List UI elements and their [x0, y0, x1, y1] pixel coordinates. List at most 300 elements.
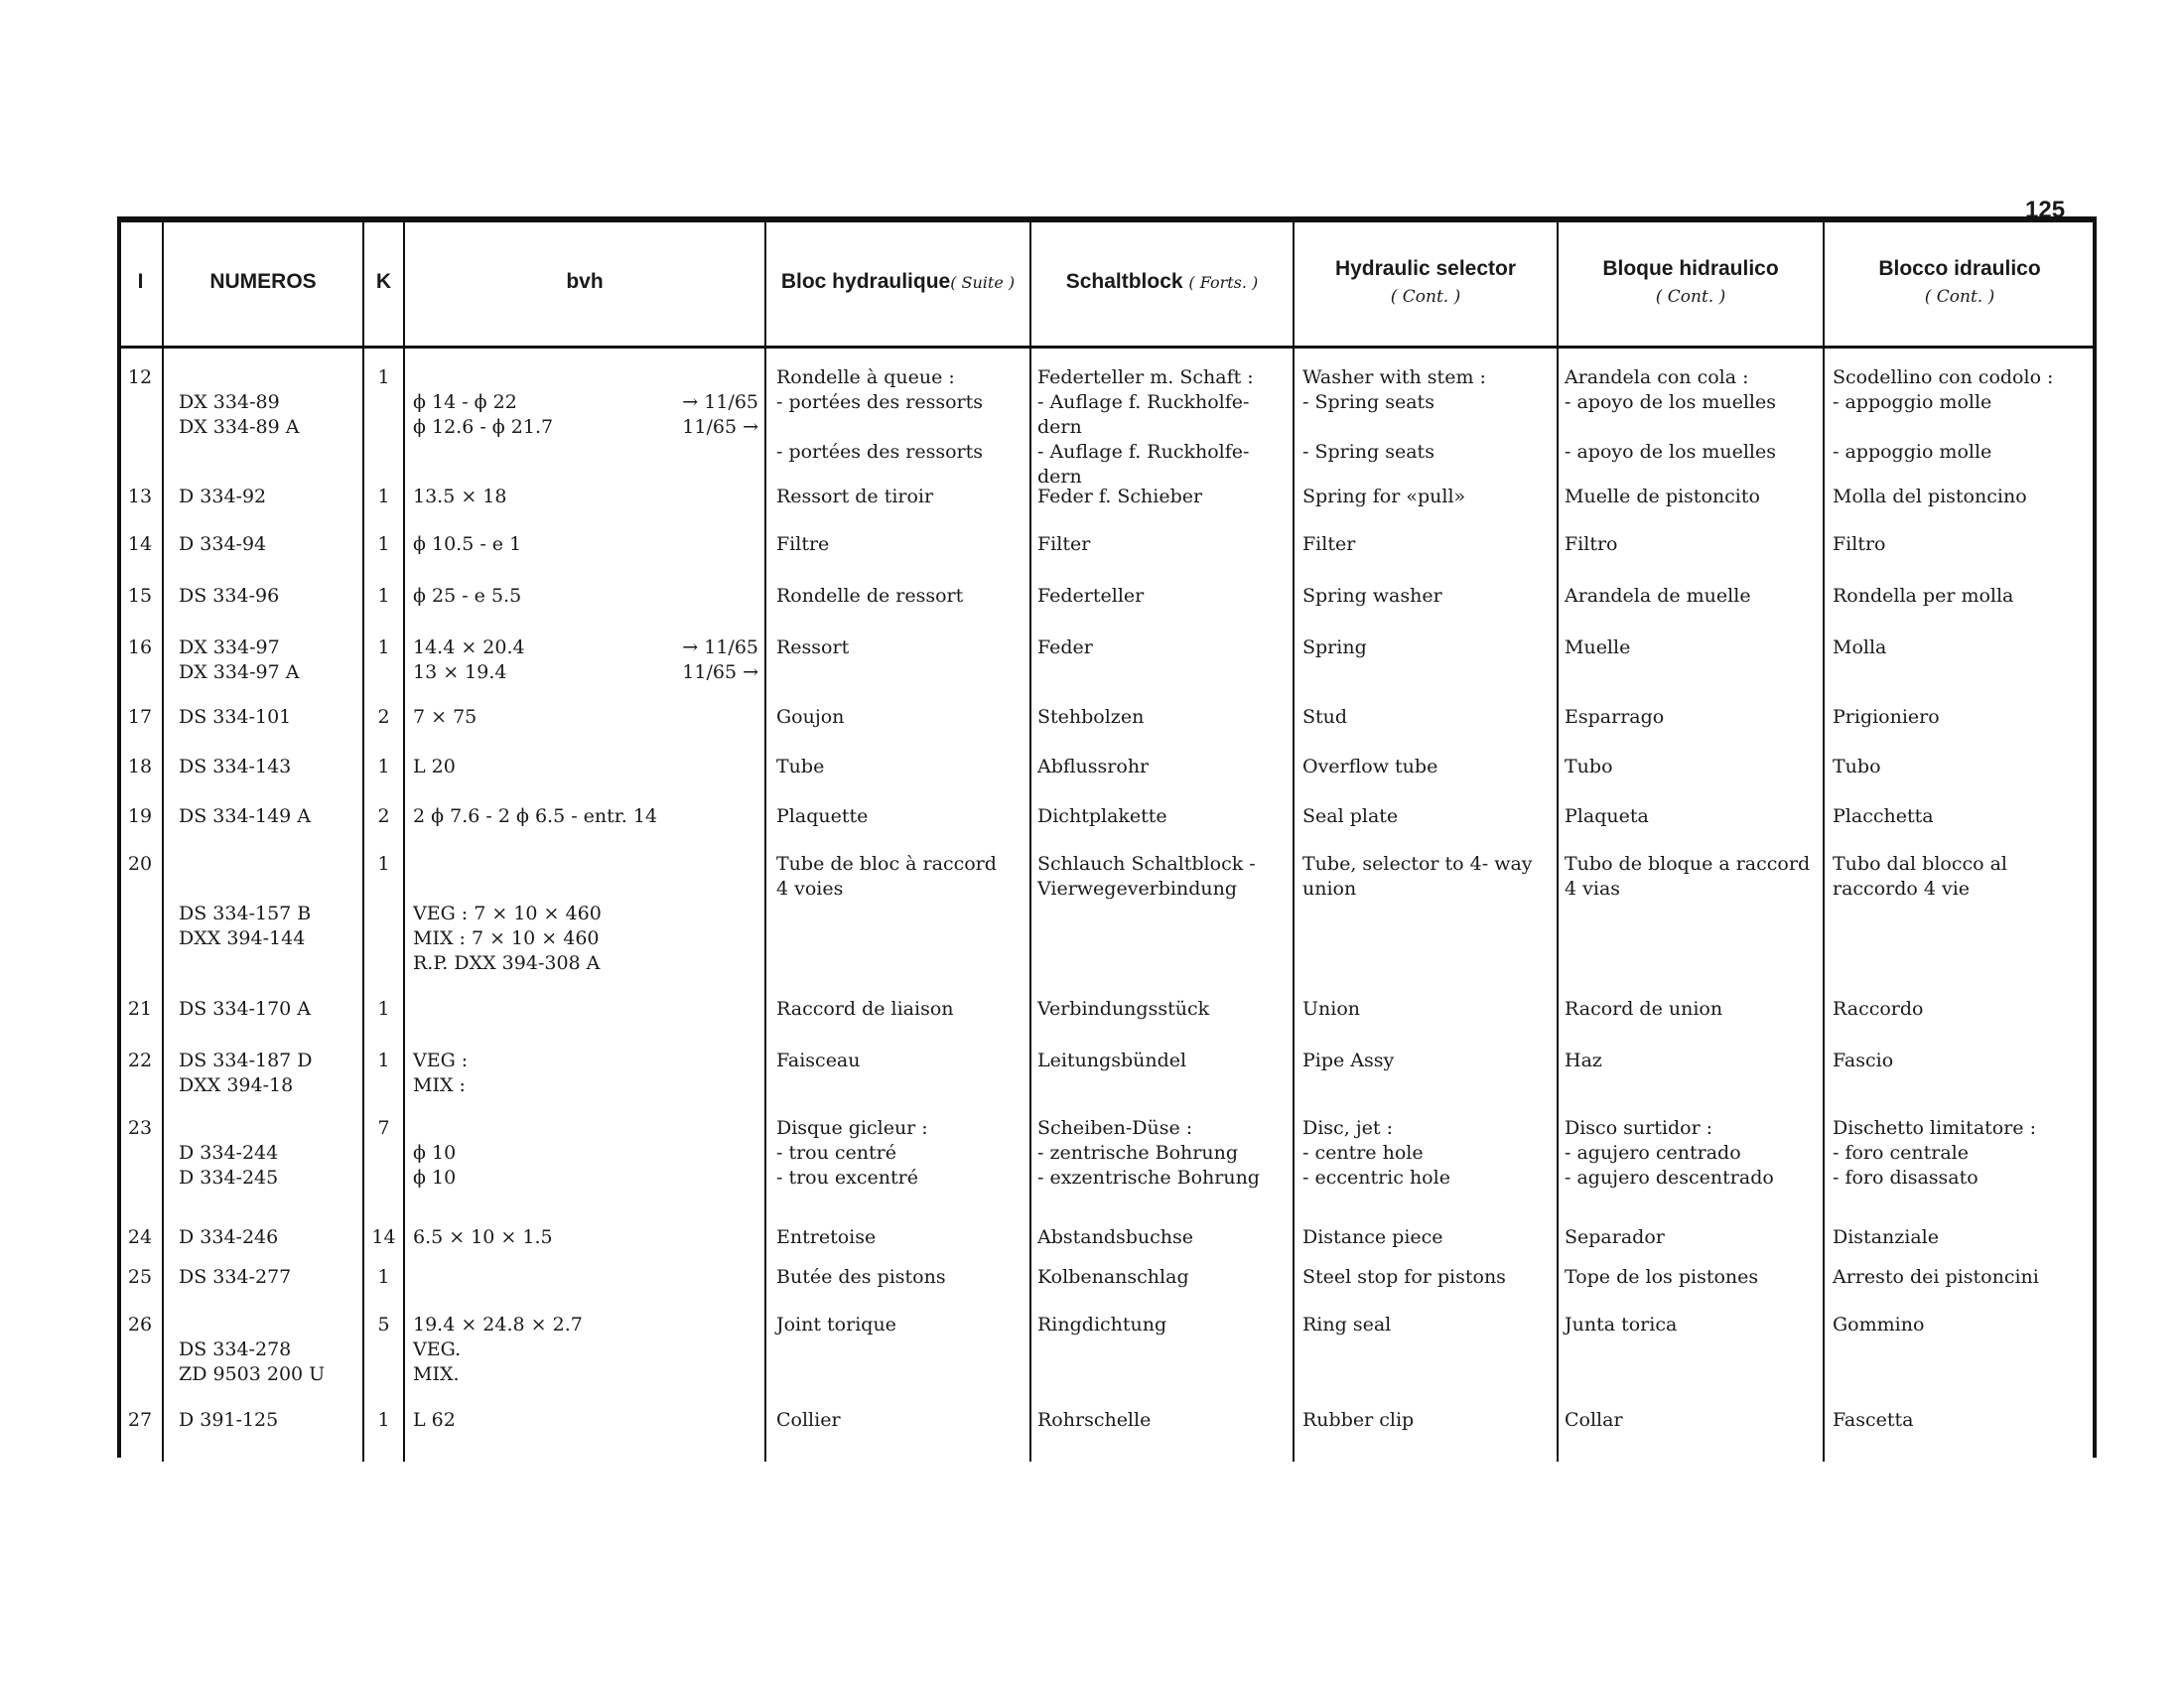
- cell-line: MIX : 7 × 10 × 460: [413, 927, 600, 949]
- cell-line: Union: [1302, 998, 1361, 1020]
- cell-i: [121, 1116, 159, 1141]
- header-bvh: bvh: [566, 270, 604, 293]
- cell-line: 14: [127, 533, 153, 555]
- cell-line: → 11/65: [682, 391, 758, 413]
- cell-es: [1565, 1408, 1821, 1433]
- cell-line: DS 334-149 A: [179, 805, 311, 827]
- cell-line: [179, 877, 357, 902]
- cell-numeros: [179, 1265, 357, 1290]
- cell-line: - agujero descentrado: [1565, 1167, 1774, 1189]
- cell-line: Dichtplakette: [1037, 805, 1167, 827]
- cell-fr: [776, 997, 1026, 1022]
- cell-line: - Spring seats: [1302, 391, 1434, 413]
- cell-line: 1: [377, 756, 390, 777]
- cell-line: Racord de union: [1565, 998, 1723, 1020]
- cell-line: Spring washer: [1302, 585, 1442, 607]
- cell-line: Distance piece: [1302, 1226, 1443, 1248]
- cell-es: [1565, 584, 1821, 609]
- cell-line: DX 334-89 A: [179, 416, 300, 438]
- cell-line: 7: [377, 1117, 390, 1139]
- cell-i: [121, 1225, 159, 1250]
- cell-line: Filter: [1302, 533, 1356, 555]
- cell-line: DX 334-97: [179, 636, 280, 658]
- cell-it: [1833, 997, 2093, 1022]
- cell-line: [1565, 415, 1821, 440]
- cell-k: [364, 1313, 403, 1337]
- cell-line: DS 334-96: [179, 585, 280, 607]
- cell-line: DXX 394-144: [179, 927, 306, 949]
- cell-it: [1833, 1408, 2093, 1433]
- cell-i: [121, 485, 159, 509]
- cell-line: 1: [377, 533, 390, 555]
- cell-line: 19: [127, 805, 153, 827]
- cell-line: Esparrago: [1565, 706, 1665, 728]
- cell-it: [1833, 852, 2093, 902]
- cell-de: [1037, 485, 1290, 509]
- cell-en: [1302, 852, 1555, 902]
- cell-note: [635, 365, 758, 440]
- cell-line: Scodellino con codolo :: [1833, 366, 2054, 388]
- cell-de: [1037, 804, 1290, 829]
- cell-fr: [776, 1408, 1026, 1433]
- cell-numeros: [179, 532, 357, 557]
- cell-line: Vierwegeverbindung: [1037, 878, 1238, 900]
- cell-line: ϕ 25 - e 5.5: [413, 585, 522, 607]
- cell-es: [1565, 804, 1821, 829]
- header-bloque-hidraulico: Bloque hidraulico ( Cont. ): [1602, 257, 1779, 307]
- cell-de: [1037, 852, 1290, 902]
- cell-es: [1565, 755, 1821, 779]
- cell-line: L 62: [413, 1409, 456, 1431]
- cell-line: D 334-246: [179, 1226, 279, 1248]
- cell-k: [364, 1225, 403, 1250]
- cell-line: Collar: [1565, 1409, 1623, 1431]
- cell-line: 13: [127, 486, 153, 507]
- cell-line: ϕ 10: [413, 1142, 457, 1164]
- cell-line: Tube: [776, 756, 825, 777]
- cell-fr: [776, 755, 1026, 779]
- cell-numeros: [179, 804, 357, 829]
- cell-line: Rubber clip: [1302, 1409, 1415, 1431]
- cell-line: Raccord de liaison: [776, 998, 954, 1020]
- cell-line: dern: [1037, 466, 1082, 488]
- cell-line: Pipe Assy: [1302, 1050, 1395, 1071]
- column-divider: [1293, 220, 1295, 1462]
- cell-bvh: [413, 635, 641, 685]
- header-bloc-hydraulique: Bloc hydraulique ( Suite ): [780, 270, 1016, 293]
- cell-line: Federteller: [1037, 585, 1145, 607]
- cell-line: Spring for «pull»: [1302, 486, 1466, 507]
- cell-line: - Auflage f. Ruckholfe-: [1037, 391, 1250, 413]
- cell-bvh: [413, 485, 641, 509]
- cell-line: - exzentrische Bohrung: [1037, 1167, 1260, 1189]
- cell-bvh: [413, 1116, 641, 1191]
- cell-line: - portées des ressorts: [776, 441, 983, 463]
- cell-de: [1037, 635, 1290, 660]
- cell-it: [1833, 804, 2093, 829]
- cell-line: Tope de los pistones: [1565, 1266, 1759, 1288]
- cell-it: [1833, 1116, 2093, 1191]
- cell-line: Feder: [1037, 636, 1093, 658]
- cell-de: [1037, 1313, 1290, 1337]
- cell-numeros: [179, 1408, 357, 1433]
- cell-line: 1: [377, 998, 390, 1020]
- cell-line: Abstandsbuchse: [1037, 1226, 1194, 1248]
- cell-line: 1: [377, 1409, 390, 1431]
- cell-line: L 20: [413, 756, 456, 777]
- cell-bvh: [413, 1408, 641, 1433]
- cell-line: 21: [127, 998, 153, 1020]
- cell-bvh: [413, 365, 641, 440]
- cell-line: ϕ 14 - ϕ 22: [413, 391, 517, 413]
- cell-k: [364, 635, 403, 660]
- cell-line: D 334-244: [179, 1142, 279, 1164]
- cell-en: [1302, 532, 1555, 557]
- cell-numeros: [179, 584, 357, 609]
- cell-k: [364, 584, 403, 609]
- cell-line: Joint torique: [776, 1314, 896, 1336]
- cell-line: Disque gicleur :: [776, 1117, 928, 1139]
- cell-numeros: [179, 755, 357, 779]
- cell-numeros: [179, 365, 357, 440]
- cell-line: 15: [127, 585, 153, 607]
- cell-line: Entretoise: [776, 1226, 877, 1248]
- cell-line: ϕ 10.5 - e 1: [413, 533, 522, 555]
- cell-de: [1037, 1225, 1290, 1250]
- cell-line: 7 × 75: [413, 706, 478, 728]
- cell-de: [1037, 365, 1290, 490]
- cell-i: [121, 365, 159, 390]
- cell-it: [1833, 635, 2093, 660]
- cell-line: Muelle: [1565, 636, 1631, 658]
- cell-line: ϕ 10: [413, 1167, 457, 1189]
- cell-k: [364, 485, 403, 509]
- cell-line: Collier: [776, 1409, 841, 1431]
- cell-line: 27: [127, 1409, 153, 1431]
- page-number: 125: [2025, 197, 2066, 223]
- cell-k: [364, 1116, 403, 1141]
- cell-line: 2 ϕ 7.6 - 2 ϕ 6.5 - entr. 14: [413, 805, 658, 827]
- cell-en: [1302, 485, 1555, 509]
- cell-line: - trou excentré: [776, 1167, 918, 1189]
- cell-line: Filter: [1037, 533, 1091, 555]
- cell-it: [1833, 755, 2093, 779]
- cell-line: - Spring seats: [1302, 441, 1434, 463]
- cell-bvh: [413, 1225, 641, 1250]
- cell-line: Tubo de bloque a raccord: [1565, 853, 1811, 875]
- cell-line: Verbindungsstück: [1037, 998, 1210, 1020]
- cell-es: [1565, 1313, 1821, 1337]
- cell-fr: [776, 852, 1026, 902]
- cell-line: [635, 365, 758, 390]
- cell-line: Arresto dei pistoncini: [1833, 1266, 2039, 1288]
- cell-line: ϕ 12.6 - ϕ 21.7: [413, 416, 554, 438]
- cell-line: Separador: [1565, 1226, 1665, 1248]
- cell-i: [121, 1313, 159, 1337]
- cell-line: 2: [377, 805, 390, 827]
- cell-it: [1833, 1049, 2093, 1073]
- cell-en: [1302, 755, 1555, 779]
- cell-es: [1565, 1116, 1821, 1191]
- cell-fr: [776, 532, 1026, 557]
- cell-line: [413, 1116, 641, 1141]
- cell-line: Federteller m. Schaft :: [1037, 366, 1254, 388]
- cell-line: Dischetto limitatore :: [1833, 1117, 2036, 1139]
- cell-en: [1302, 1225, 1555, 1250]
- cell-line: [776, 415, 1026, 440]
- cell-line: DS 334-277: [179, 1266, 292, 1288]
- cell-line: Plaqueta: [1565, 805, 1649, 827]
- cell-line: → 11/65: [682, 636, 758, 658]
- cell-line: 1: [377, 853, 390, 875]
- header-hydraulic-selector: Hydraulic selector ( Cont. ): [1334, 257, 1517, 307]
- cell-line: [179, 365, 357, 390]
- cell-line: Ressort: [776, 636, 850, 658]
- cell-line: R.P. DXX 394-308 A: [413, 952, 601, 974]
- cell-it: [1833, 584, 2093, 609]
- cell-de: [1037, 997, 1290, 1022]
- cell-line: 1: [377, 1050, 390, 1071]
- cell-it: [1833, 532, 2093, 557]
- cell-line: - appoggio molle: [1833, 391, 1992, 413]
- cell-line: Stehbolzen: [1037, 706, 1145, 728]
- cell-line: [1833, 415, 2093, 440]
- cell-line: - zentrische Bohrung: [1037, 1142, 1239, 1164]
- cell-line: raccordo 4 vie: [1833, 878, 1971, 900]
- cell-i: [121, 705, 159, 730]
- cell-fr: [776, 705, 1026, 730]
- cell-line: 16: [127, 636, 153, 658]
- cell-es: [1565, 1049, 1821, 1073]
- cell-numeros: [179, 485, 357, 509]
- cell-line: 4 voies: [776, 878, 844, 900]
- cell-line: dern: [1037, 416, 1082, 438]
- cell-i: [121, 635, 159, 660]
- column-divider: [1029, 220, 1031, 1462]
- cell-line: Spring: [1302, 636, 1367, 658]
- cell-i: [121, 532, 159, 557]
- cell-line: 26: [127, 1314, 153, 1336]
- cell-bvh: [413, 1313, 641, 1387]
- cell-line: 19.4 × 24.8 × 2.7: [413, 1314, 583, 1336]
- cell-line: Rondelle à queue :: [776, 366, 955, 388]
- cell-line: Filtre: [776, 533, 830, 555]
- cell-numeros: [179, 705, 357, 730]
- cell-line: union: [1302, 878, 1357, 900]
- cell-es: [1565, 635, 1821, 660]
- cell-numeros: [179, 997, 357, 1022]
- cell-es: [1565, 705, 1821, 730]
- cell-line: Arandela de muelle: [1565, 585, 1751, 607]
- cell-en: [1302, 1408, 1555, 1433]
- column-divider: [162, 220, 164, 1462]
- cell-line: D 334-92: [179, 486, 267, 507]
- cell-line: [179, 1116, 357, 1141]
- cell-bvh: [413, 1049, 641, 1098]
- cell-line: 1: [377, 486, 390, 507]
- cell-line: Tubo: [1833, 756, 1881, 777]
- cell-line: D 334-245: [179, 1167, 279, 1189]
- cell-line: Steel stop for pistons: [1302, 1266, 1506, 1288]
- cell-fr: [776, 1265, 1026, 1290]
- cell-line: [179, 852, 357, 877]
- cell-line: Ressort de tiroir: [776, 486, 934, 507]
- cell-de: [1037, 1049, 1290, 1073]
- cell-de: [1037, 1116, 1290, 1191]
- cell-line: Placchetta: [1833, 805, 1934, 827]
- cell-line: DS 334-187 D: [179, 1050, 313, 1071]
- cell-line: - portées des ressorts: [776, 391, 983, 413]
- cell-line: 13 × 19.4: [413, 661, 507, 683]
- cell-line: Butée des pistons: [776, 1266, 946, 1288]
- cell-bvh: [413, 705, 641, 730]
- cell-line: Filtro: [1565, 533, 1618, 555]
- cell-line: Haz: [1565, 1050, 1602, 1071]
- cell-line: Schlauch Schaltblock -: [1037, 853, 1256, 875]
- cell-i: [121, 584, 159, 609]
- cell-line: Rondella per molla: [1833, 585, 2014, 607]
- header-numeros: NUMEROS: [209, 270, 317, 293]
- cell-line: Distanziale: [1833, 1226, 1939, 1248]
- cell-line: 14: [371, 1226, 396, 1248]
- cell-fr: [776, 804, 1026, 829]
- cell-line: Muelle de pistoncito: [1565, 486, 1760, 507]
- cell-line: - apoyo de los muelles: [1565, 391, 1776, 413]
- cell-line: Ringdichtung: [1037, 1314, 1167, 1336]
- cell-line: Rondelle de ressort: [776, 585, 964, 607]
- column-divider: [764, 220, 766, 1462]
- cell-line: - appoggio molle: [1833, 441, 1992, 463]
- cell-es: [1565, 365, 1821, 465]
- cell-line: Seal plate: [1302, 805, 1399, 827]
- cell-fr: [776, 365, 1026, 465]
- column-divider: [403, 220, 405, 1462]
- cell-it: [1833, 365, 2093, 465]
- cell-line: Rohrschelle: [1037, 1409, 1152, 1431]
- cell-bvh: [413, 584, 641, 609]
- cell-en: [1302, 365, 1555, 465]
- cell-fr: [776, 485, 1026, 509]
- cell-line: DS 334-143: [179, 756, 292, 777]
- cell-line: 11/65 →: [682, 661, 758, 683]
- cell-k: [364, 1265, 403, 1290]
- cell-numeros: [179, 852, 357, 951]
- header-schaltblock: Schaltblock ( Forts. ): [1065, 270, 1259, 293]
- cell-line: 14.4 × 20.4: [413, 636, 525, 658]
- cell-line: Overflow tube: [1302, 756, 1438, 777]
- cell-numeros: [179, 1225, 357, 1250]
- cell-line: 18: [127, 756, 153, 777]
- cell-k: [364, 852, 403, 877]
- cell-numeros: [179, 635, 357, 685]
- cell-line: - centre hole: [1302, 1142, 1424, 1164]
- cell-line: - trou centré: [776, 1142, 896, 1164]
- cell-es: [1565, 997, 1821, 1022]
- cell-line: DS 334-170 A: [179, 998, 311, 1020]
- cell-bvh: [413, 804, 658, 829]
- cell-line: MIX :: [413, 1074, 466, 1096]
- cell-es: [1565, 852, 1821, 902]
- cell-line: D 334-94: [179, 533, 267, 555]
- cell-line: 24: [127, 1226, 153, 1248]
- cell-line: Feder f. Schieber: [1037, 486, 1203, 507]
- cell-line: Plaquette: [776, 805, 869, 827]
- cell-line: Tubo: [1565, 756, 1613, 777]
- cell-line: 2: [377, 706, 390, 728]
- cell-line: Fascio: [1833, 1050, 1894, 1071]
- cell-line: Filtro: [1833, 533, 1886, 555]
- cell-line: Fascetta: [1833, 1409, 1914, 1431]
- cell-line: Kolbenanschlag: [1037, 1266, 1189, 1288]
- cell-line: Stud: [1302, 706, 1348, 728]
- cell-line: DX 334-97 A: [179, 661, 300, 683]
- cell-fr: [776, 1313, 1026, 1337]
- cell-de: [1037, 1265, 1290, 1290]
- cell-i: [121, 997, 159, 1022]
- cell-line: 4 vias: [1565, 878, 1621, 900]
- cell-line: - apoyo de los muelles: [1565, 441, 1776, 463]
- cell-line: [413, 852, 641, 877]
- cell-en: [1302, 635, 1555, 660]
- cell-en: [1302, 1116, 1555, 1191]
- cell-line: MIX.: [413, 1363, 460, 1385]
- cell-en: [1302, 1313, 1555, 1337]
- cell-numeros: [179, 1049, 357, 1098]
- cell-line: VEG :: [413, 1050, 469, 1071]
- cell-de: [1037, 532, 1290, 557]
- column-divider: [1823, 220, 1825, 1462]
- cell-line: 1: [377, 1266, 390, 1288]
- cell-en: [1302, 997, 1555, 1022]
- cell-de: [1037, 705, 1290, 730]
- cell-line: Junta torica: [1565, 1314, 1678, 1336]
- cell-line: 13.5 × 18: [413, 486, 507, 507]
- column-divider: [1557, 220, 1559, 1462]
- cell-k: [364, 1049, 403, 1073]
- header-i: I: [137, 270, 144, 293]
- cell-line: Prigioniero: [1833, 706, 1940, 728]
- cell-line: ZD 9503 200 U: [179, 1363, 326, 1385]
- header-k: K: [375, 270, 392, 293]
- cell-line: - agujero centrado: [1565, 1142, 1741, 1164]
- cell-numeros: [179, 1313, 357, 1387]
- cell-it: [1833, 485, 2093, 509]
- cell-line: Raccordo: [1833, 998, 1924, 1020]
- cell-line: Molla: [1833, 636, 1887, 658]
- cell-k: [364, 365, 403, 390]
- cell-it: [1833, 705, 2093, 730]
- cell-line: 23: [127, 1117, 153, 1139]
- cell-numeros: [179, 1116, 357, 1191]
- cell-line: 5: [377, 1314, 390, 1336]
- cell-es: [1565, 1265, 1821, 1290]
- cell-line: 1: [377, 585, 390, 607]
- cell-en: [1302, 804, 1555, 829]
- cell-es: [1565, 532, 1821, 557]
- cell-line: - Auflage f. Ruckholfe-: [1037, 441, 1250, 463]
- cell-line: Molla del pistoncino: [1833, 486, 2027, 507]
- cell-en: [1302, 1265, 1555, 1290]
- cell-bvh: [413, 852, 641, 976]
- cell-k: [364, 1408, 403, 1433]
- cell-line: 17: [127, 706, 153, 728]
- cell-bvh: [413, 532, 641, 557]
- cell-line: Faisceau: [776, 1050, 861, 1071]
- cell-line: 20: [127, 853, 153, 875]
- cell-de: [1037, 755, 1290, 779]
- cell-line: Scheiben-Düse :: [1037, 1117, 1193, 1139]
- cell-es: [1565, 485, 1821, 509]
